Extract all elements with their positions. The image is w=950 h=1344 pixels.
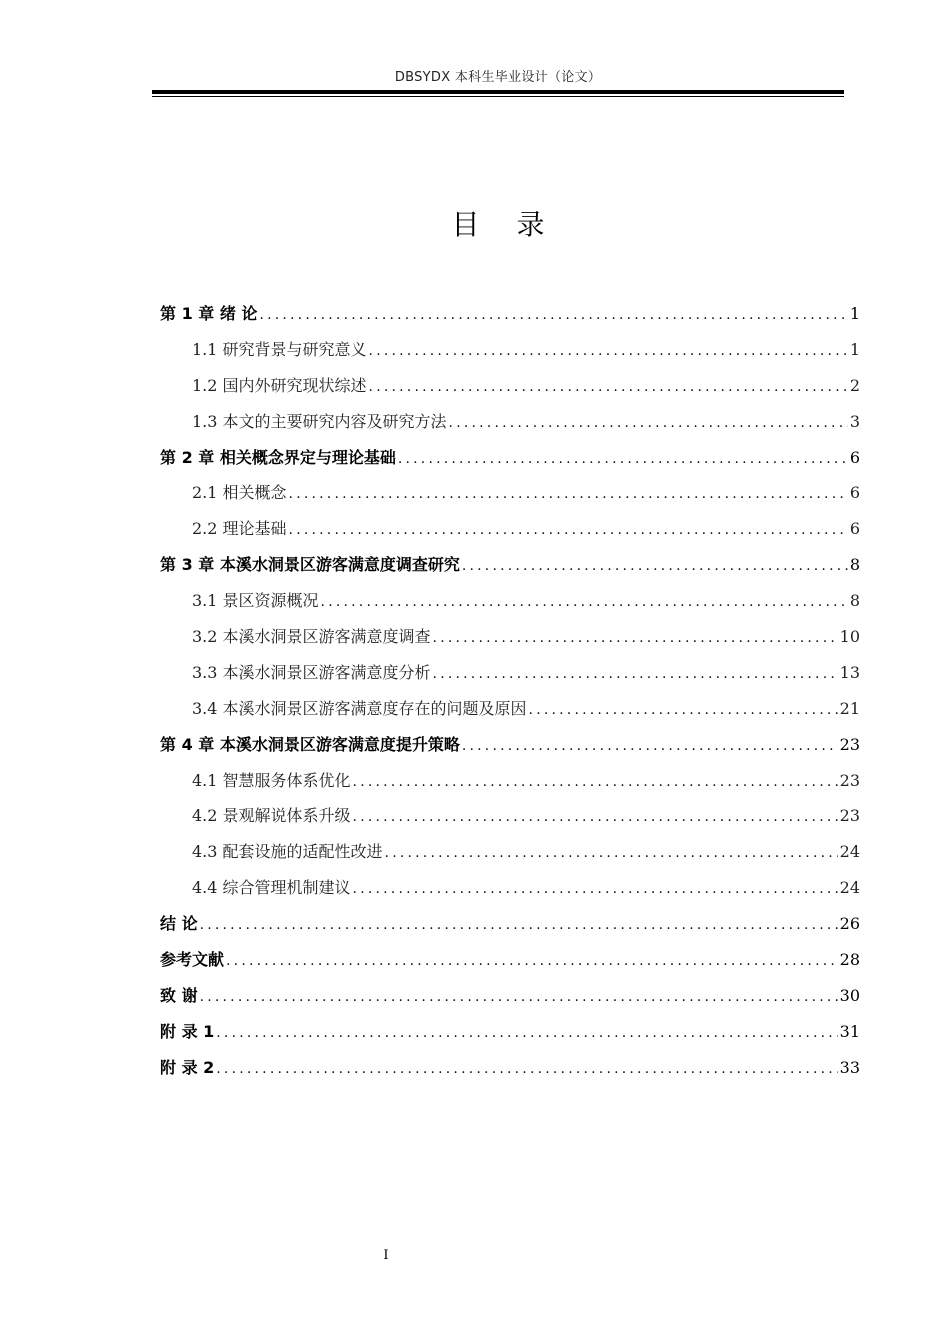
- toc-entry-label: 第 2 章 相关概念界定与理论基础: [160, 447, 396, 467]
- toc-entry-section[interactable]: [160, 588, 860, 624]
- toc-dot-leader: [200, 989, 838, 1005]
- toc-dot-leader: [449, 415, 848, 431]
- toc-dot-leader: [462, 738, 838, 754]
- toc-dot-leader: [321, 594, 848, 610]
- toc-entry-page: 23: [839, 806, 860, 826]
- toc-entry-label: 第 1 章 绪 论: [160, 304, 258, 323]
- page-number: I: [383, 1248, 389, 1263]
- toc-dot-leader: [216, 1025, 837, 1041]
- toc-entry-label: 第 4 章 本溪水洞景区游客满意度提升策略: [160, 734, 460, 754]
- toc-entry-page: 2: [849, 375, 860, 395]
- toc-entry-label: 4.4 综合管理机制建议: [192, 878, 351, 898]
- toc-entry-label: 3.4 本溪水洞景区游客满意度存在的问题及原因: [192, 698, 527, 718]
- toc-entry-section[interactable]: [160, 373, 860, 409]
- toc-entry-chapter[interactable]: [160, 911, 860, 947]
- toc-entry-page: 31: [839, 1021, 860, 1041]
- toc-entry-chapter[interactable]: [160, 732, 860, 768]
- toc-entry-page: 13: [839, 662, 860, 682]
- toc-dot-leader: [353, 774, 838, 790]
- toc-entry-page: 8: [849, 591, 860, 611]
- toc-entry-label: 参考文献: [160, 950, 225, 970]
- toc-entry-label: 3.1 景区资源概况: [192, 591, 319, 611]
- table-of-contents: [160, 301, 860, 1091]
- toc-entry-page: 23: [839, 734, 860, 754]
- toc-entry-page: 10: [839, 627, 860, 647]
- toc-entry-label: 1.2 国内外研究现状综述: [192, 375, 367, 395]
- toc-entry-section[interactable]: [160, 480, 860, 516]
- toc-entry-page: 1: [849, 304, 860, 323]
- toc-entry-section[interactable]: [160, 696, 860, 732]
- toc-entry-label: 4.2 景观解说体系升级: [192, 806, 351, 826]
- toc-entry-chapter[interactable]: [160, 301, 860, 337]
- toc-entry-page: 30: [839, 985, 860, 1005]
- running-header: DBSYDX 本科生毕业设计（论文）: [394, 70, 602, 85]
- toc-entry-section[interactable]: [160, 337, 860, 373]
- toc-entry-page: 24: [839, 842, 860, 862]
- toc-entry-section[interactable]: [160, 624, 860, 660]
- toc-dot-leader: [200, 917, 838, 933]
- toc-entry-section[interactable]: [160, 839, 860, 875]
- toc-entry-label: 第 3 章 本溪水洞景区游客满意度调查研究: [160, 555, 460, 575]
- toc-entry-page: 6: [849, 447, 860, 467]
- toc-dot-leader: [462, 558, 848, 574]
- toc-dot-leader: [433, 630, 838, 646]
- toc-entry-label: 2.1 相关概念: [192, 483, 287, 503]
- toc-title: 目 录: [451, 208, 559, 241]
- toc-entry-label: 致 谢: [160, 985, 198, 1005]
- toc-entry-page: 6: [849, 483, 860, 503]
- toc-entry-page: 26: [839, 914, 860, 934]
- toc-entry-page: 8: [849, 555, 860, 575]
- toc-entry-label: 附 录 1: [160, 1021, 215, 1041]
- toc-entry-section[interactable]: [160, 409, 860, 445]
- toc-entry-section[interactable]: [160, 516, 860, 552]
- toc-entry-label: 3.3 本溪水洞景区游客满意度分析: [192, 662, 431, 682]
- toc-dot-leader: [369, 343, 848, 359]
- toc-entry-section[interactable]: [160, 875, 860, 911]
- toc-dot-leader: [216, 1061, 837, 1077]
- toc-entry-page: 21: [839, 698, 860, 718]
- toc-entry-chapter[interactable]: [160, 947, 860, 983]
- toc-entry-label: 3.2 本溪水洞景区游客满意度调查: [192, 627, 431, 647]
- header-rule-thin: [152, 96, 844, 97]
- toc-dot-leader: [353, 809, 838, 825]
- toc-dot-leader: [369, 379, 848, 395]
- toc-entry-page: 3: [849, 411, 860, 431]
- toc-entry-page: 6: [849, 519, 860, 539]
- toc-entry-chapter[interactable]: [160, 983, 860, 1019]
- toc-entry-label: 1.3 本文的主要研究内容及研究方法: [192, 411, 447, 431]
- toc-dot-leader: [289, 486, 848, 502]
- toc-dot-leader: [529, 702, 838, 718]
- toc-entry-label: 2.2 理论基础: [192, 519, 287, 539]
- toc-dot-leader: [226, 953, 838, 969]
- toc-dot-leader: [289, 522, 848, 538]
- toc-entry-section[interactable]: [160, 803, 860, 839]
- toc-entry-label: 4.3 配套设施的适配性改进: [192, 842, 383, 862]
- toc-entry-chapter[interactable]: [160, 1055, 860, 1091]
- toc-entry-label: 1.1 研究背景与研究意义: [192, 339, 367, 359]
- toc-dot-leader: [398, 451, 848, 467]
- header-rule-thick: [152, 90, 844, 94]
- toc-entry-section[interactable]: [160, 768, 860, 804]
- toc-entry-page: 1: [849, 339, 860, 359]
- toc-dot-leader: [259, 307, 847, 323]
- toc-entry-label: 结 论: [160, 914, 198, 934]
- toc-entry-label: 4.1 智慧服务体系优化: [192, 770, 351, 790]
- toc-entry-chapter[interactable]: [160, 1019, 860, 1055]
- toc-entry-page: 24: [839, 878, 860, 898]
- toc-entry-page: 23: [839, 770, 860, 790]
- toc-dot-leader: [385, 845, 838, 861]
- toc-entry-page: 28: [839, 950, 860, 970]
- toc-dot-leader: [433, 666, 838, 682]
- toc-entry-chapter[interactable]: [160, 445, 860, 481]
- toc-entry-label: 附 录 2: [160, 1057, 215, 1077]
- toc-entry-chapter[interactable]: [160, 552, 860, 588]
- toc-entry-page: 33: [839, 1057, 860, 1077]
- toc-entry-section[interactable]: [160, 660, 860, 696]
- toc-dot-leader: [353, 881, 838, 897]
